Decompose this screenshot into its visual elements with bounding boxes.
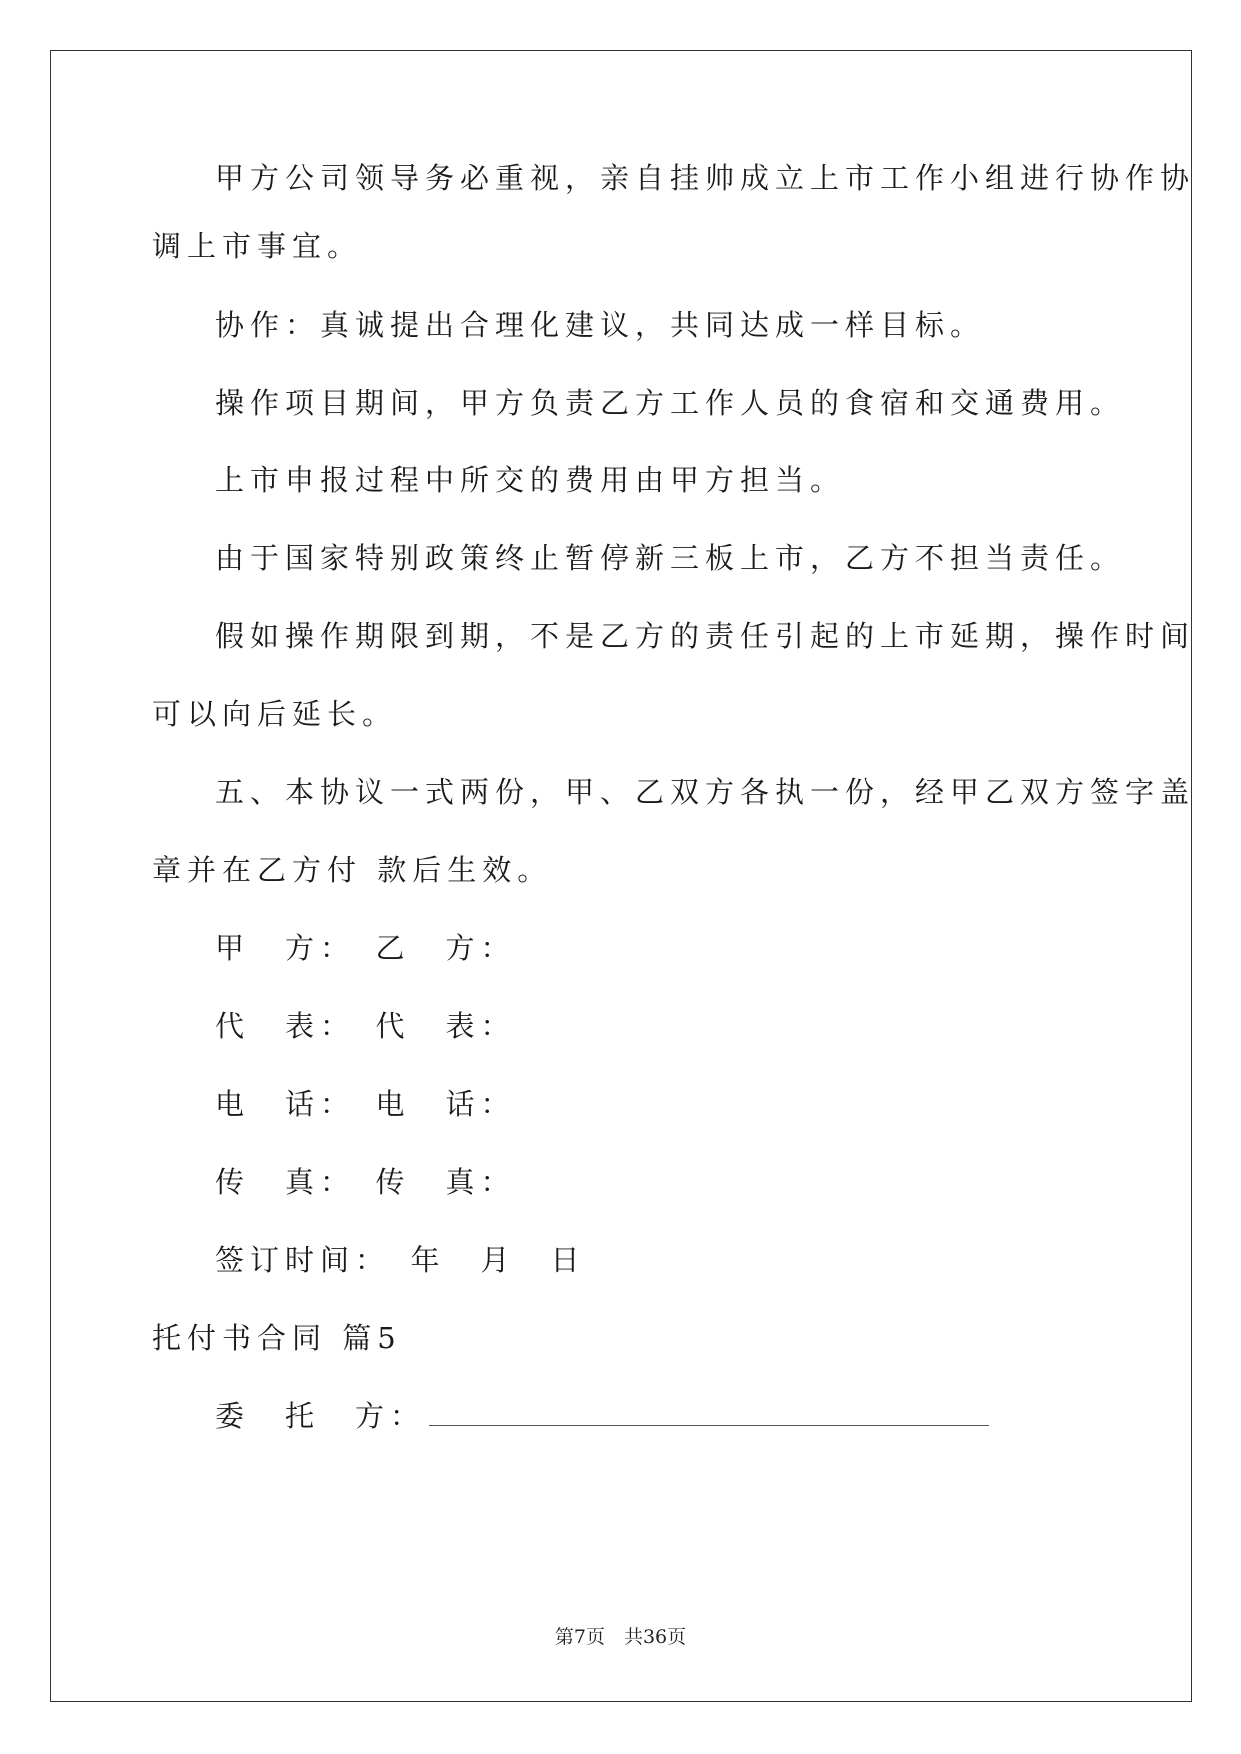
paragraph-line: 由于国家特别政策终止暂停新三板上市，乙方不担当责任。 <box>215 541 1126 575</box>
section-heading: 托付书合同 篇5 <box>152 1321 402 1355</box>
principal-label: 委 托 方： <box>215 1399 426 1433</box>
paragraph-line: 可以向后延长。 <box>152 697 398 731</box>
principal-line <box>215 1398 989 1434</box>
page-indicator: 第7页 共36页 <box>554 1626 687 1648</box>
principal-blank-field[interactable] <box>429 1403 989 1426</box>
paragraph-line: 调上市事宜。 <box>152 229 363 263</box>
signature-phone: 电 话： 电 话： <box>215 1087 516 1121</box>
paragraph-line: 协作：真诚提出合理化建议，共同达成一样目标。 <box>215 308 986 342</box>
signature-party: 甲 方： 乙 方： <box>215 931 516 965</box>
paragraph-line: 甲方公司领导务必重视，亲自挂帅成立上市工作小组进行协作协 <box>215 161 1196 195</box>
paragraph-line: 假如操作期限到期，不是乙方的责任引起的上市延期，操作时间 <box>215 619 1196 653</box>
signature-representative: 代 表： 代 表： <box>215 1009 516 1043</box>
signature-date: 签订时间： 年 月 日 <box>215 1243 586 1277</box>
paragraph-line: 五、本协议一式两份，甲、乙双方各执一份，经甲乙双方签字盖 <box>215 775 1196 809</box>
paragraph-line: 上市申报过程中所交的费用由甲方担当。 <box>215 463 846 497</box>
paragraph-line: 章并在乙方付 款后生效。 <box>152 853 553 887</box>
paragraph-line: 操作项目期间，甲方负责乙方工作人员的食宿和交通费用。 <box>215 386 1126 420</box>
signature-fax: 传 真： 传 真： <box>215 1165 516 1199</box>
